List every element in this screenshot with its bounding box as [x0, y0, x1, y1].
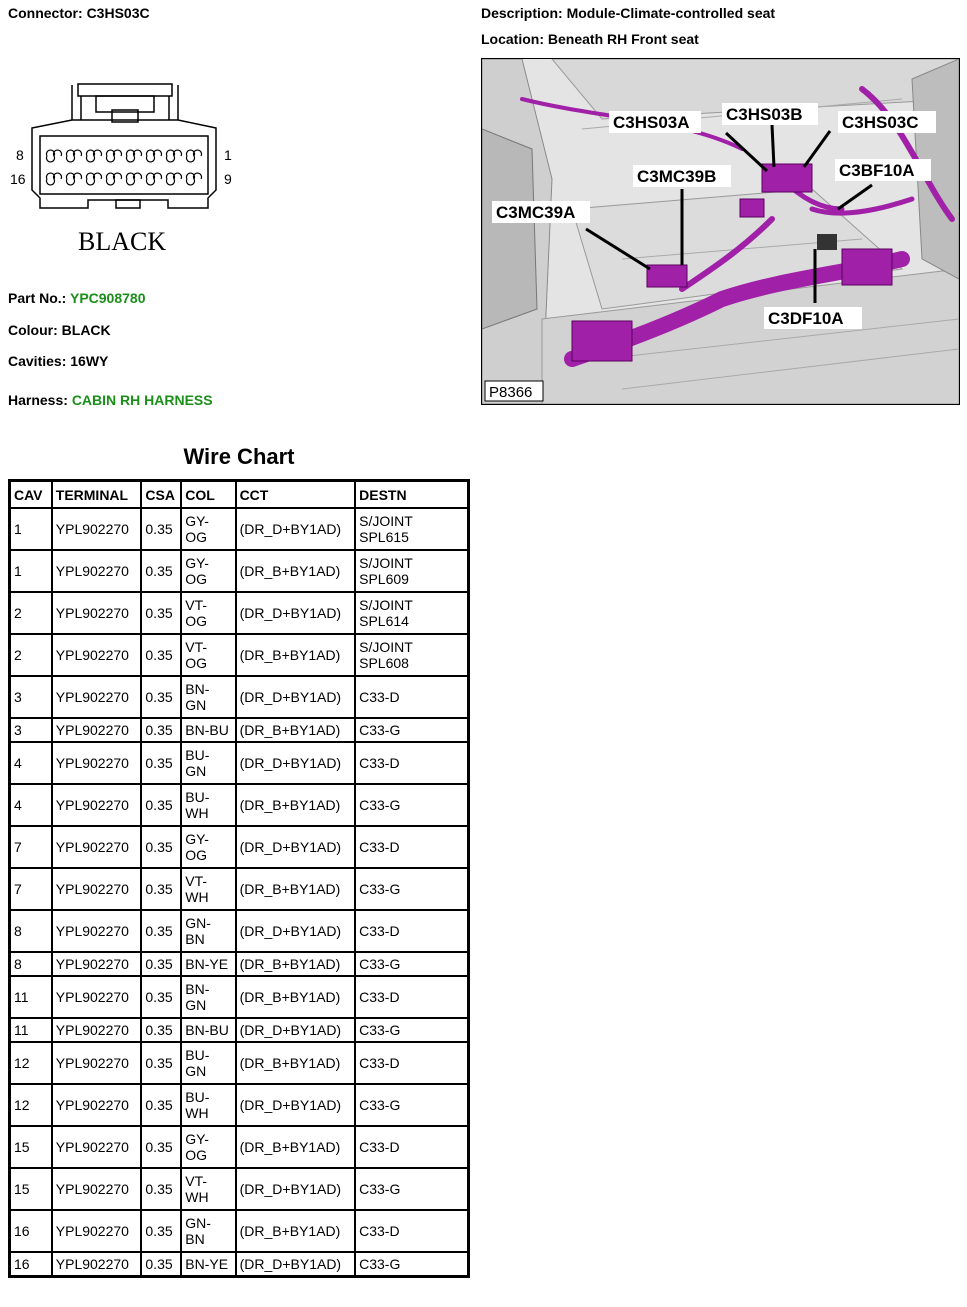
wire-chart-title: Wire Chart [183, 444, 295, 469]
wire-cell: 0.35 [141, 868, 181, 910]
wire-cell: YPL902270 [52, 1210, 142, 1252]
wire-cell: C33-G [355, 1084, 468, 1126]
wire-cell: 8 [10, 952, 52, 976]
wire-cell: YPL902270 [52, 592, 142, 634]
wire-cell: GY- OG [181, 550, 235, 592]
connector-pin [87, 173, 102, 185]
description-label: Description: [481, 5, 563, 21]
wire-row [10, 1084, 468, 1126]
harness-line [8, 392, 213, 408]
wire-cell: (DR_D+BY1AD) [236, 1252, 356, 1276]
wire-cell: 0.35 [141, 1018, 181, 1042]
wire-cell: (DR_B+BY1AD) [236, 952, 356, 976]
wire-cell: (DR_D+BY1AD) [236, 1018, 356, 1042]
wire-cell: 4 [10, 784, 52, 826]
wire-cell: BN- GN [181, 976, 235, 1018]
wire-cell: YPL902270 [52, 634, 142, 676]
wire-cell: 0.35 [141, 784, 181, 826]
wire-cell: 0.35 [141, 718, 181, 742]
wire-cell: (DR_B+BY1AD) [236, 634, 356, 676]
wire-row [10, 1042, 468, 1084]
connector-pin [67, 150, 82, 162]
location-value: Beneath RH Front seat [547, 31, 699, 47]
wire-cell: (DR_B+BY1AD) [236, 1126, 356, 1168]
wire-cell: BU- WH [181, 784, 235, 826]
wire-cell: YPL902270 [52, 742, 142, 784]
wire-cell: (DR_D+BY1AD) [236, 910, 356, 952]
wire-cell: BU- GN [181, 742, 235, 784]
wire-cell: YPL902270 [52, 1018, 142, 1042]
wire-cell: 8 [10, 910, 52, 952]
wire-cell: C33-G [355, 952, 468, 976]
connector-colour-caption: BLACK [78, 227, 167, 256]
wire-cell: GY- OG [181, 508, 235, 550]
location-line [481, 31, 699, 47]
wire-cell: BN- GN [181, 676, 235, 718]
wire-cell: 2 [10, 634, 52, 676]
pin-label-8: 8 [16, 147, 24, 163]
connector-pin [147, 150, 162, 162]
wire-cell: 1 [10, 508, 52, 550]
wire-cell: (DR_B+BY1AD) [236, 976, 356, 1018]
wire-row [10, 634, 468, 676]
callout-c3hs03a: C3HS03A [613, 113, 690, 132]
column-header: CAV [10, 481, 52, 508]
photo-id-label: P8366 [489, 384, 533, 401]
wire-row [10, 784, 468, 826]
wire-cell: YPL902270 [52, 1126, 142, 1168]
wire-cell: VT- WH [181, 868, 235, 910]
column-header: COL [181, 481, 235, 508]
wire-row [10, 742, 468, 784]
wire-cell: C33-D [355, 676, 468, 718]
wire-cell: S/JOINT SPL615 [355, 508, 468, 550]
wire-cell: (DR_B+BY1AD) [236, 1042, 356, 1084]
wire-cell: (DR_B+BY1AD) [236, 718, 356, 742]
wire-cell: 0.35 [141, 952, 181, 976]
wire-cell: S/JOINT SPL614 [355, 592, 468, 634]
wire-cell: (DR_D+BY1AD) [236, 1084, 356, 1126]
wire-cell: BN-BU [181, 1018, 235, 1042]
wire-cell: VT- WH [181, 1168, 235, 1210]
wire-cell: S/JOINT SPL609 [355, 550, 468, 592]
wire-cell: 7 [10, 826, 52, 868]
wire-cell: 4 [10, 742, 52, 784]
wire-row [10, 508, 468, 550]
wire-cell: BN-YE [181, 952, 235, 976]
wire-cell: BU- GN [181, 1042, 235, 1084]
wire-cell: C33-D [355, 1042, 468, 1084]
column-header: DESTN [355, 481, 468, 508]
wire-cell: YPL902270 [52, 718, 142, 742]
connector-pin [67, 173, 82, 185]
colour-value: BLACK [61, 322, 111, 338]
callout-c3df10a: C3DF10A [768, 309, 844, 328]
wire-cell: GY- OG [181, 826, 235, 868]
wire-cell: 12 [10, 1084, 52, 1126]
wire-cell: YPL902270 [52, 1168, 142, 1210]
wire-cell: 0.35 [141, 1168, 181, 1210]
wire-cell: C33-D [355, 742, 468, 784]
cavities-label: Cavities: [8, 353, 67, 369]
connector-pin [47, 173, 62, 185]
description-line [481, 5, 775, 21]
harness-label: Harness: [8, 392, 68, 408]
connector-value: C3HS03C [86, 5, 150, 21]
wire-cell: 16 [10, 1252, 52, 1276]
wire-cell: YPL902270 [52, 1084, 142, 1126]
wire-cell: 12 [10, 1042, 52, 1084]
wire-cell: C33-D [355, 1210, 468, 1252]
connector-pin [127, 150, 142, 162]
wire-cell: GN- BN [181, 910, 235, 952]
wire-cell: C33-G [355, 1018, 468, 1042]
description-value: Module-Climate-controlled seat [566, 5, 776, 21]
wire-row [10, 592, 468, 634]
wire-row [10, 1210, 468, 1252]
wire-cell: (DR_B+BY1AD) [236, 784, 356, 826]
wire-cell: 0.35 [141, 1084, 181, 1126]
wire-cell: 0.35 [141, 742, 181, 784]
connector-pin [87, 150, 102, 162]
wire-cell: C33-G [355, 784, 468, 826]
connector-label: Connector: [8, 5, 83, 21]
wire-cell: YPL902270 [52, 550, 142, 592]
wire-cell: YPL902270 [52, 868, 142, 910]
wire-cell: GY- OG [181, 1126, 235, 1168]
wire-row [10, 718, 468, 742]
wire-cell: 3 [10, 676, 52, 718]
wire-cell: 7 [10, 868, 52, 910]
connector-face-diagram [8, 80, 248, 260]
wire-cell: 16 [10, 1210, 52, 1252]
wire-cell: YPL902270 [52, 952, 142, 976]
colour-label: Colour: [8, 322, 58, 338]
wire-cell: (DR_D+BY1AD) [236, 826, 356, 868]
pin-label-1: 1 [224, 147, 232, 163]
wire-cell: (DR_B+BY1AD) [236, 868, 356, 910]
wire-cell: (DR_B+BY1AD) [236, 1210, 356, 1252]
wire-cell: YPL902270 [52, 784, 142, 826]
wire-cell: BN-BU [181, 718, 235, 742]
cavities-value: 16WY [70, 353, 109, 369]
wire-cell: YPL902270 [52, 1252, 142, 1276]
wire-row [10, 1018, 468, 1042]
cavities-line [8, 353, 108, 369]
location-photo [481, 58, 960, 405]
connector-line [8, 5, 150, 21]
wire-cell: 0.35 [141, 976, 181, 1018]
connector-pin [187, 173, 202, 185]
part-number-line [8, 290, 146, 306]
part-number-link[interactable]: YPC908780 [69, 290, 146, 306]
wire-cell: 0.35 [141, 1042, 181, 1084]
wire-cell: YPL902270 [52, 910, 142, 952]
connector-pin [107, 173, 122, 185]
location-illustration [482, 59, 959, 404]
wire-chart-header-row [10, 481, 468, 508]
wire-cell: 11 [10, 976, 52, 1018]
wire-cell: 1 [10, 550, 52, 592]
wire-cell: 0.35 [141, 676, 181, 718]
wire-row [10, 676, 468, 718]
wire-cell: S/JOINT SPL608 [355, 634, 468, 676]
wire-row [10, 976, 468, 1018]
wire-cell: 0.35 [141, 910, 181, 952]
wire-cell: C33-D [355, 976, 468, 1018]
wire-cell: 0.35 [141, 550, 181, 592]
pin-label-9: 9 [224, 171, 232, 187]
wire-cell: C33-D [355, 826, 468, 868]
callout-c3mc39b: C3MC39B [637, 167, 717, 186]
column-header: TERMINAL [52, 481, 142, 508]
wire-row [10, 1168, 468, 1210]
connector-pin [127, 173, 142, 185]
wire-chart-table [8, 479, 470, 1278]
wire-row [10, 910, 468, 952]
wire-row [10, 1126, 468, 1168]
wire-cell: 0.35 [141, 826, 181, 868]
column-header: CCT [236, 481, 356, 508]
wire-cell: 0.35 [141, 1210, 181, 1252]
wire-row [10, 550, 468, 592]
wire-cell: 2 [10, 592, 52, 634]
wire-cell: BU- WH [181, 1084, 235, 1126]
connector-pin [167, 173, 182, 185]
wire-cell: 11 [10, 1018, 52, 1042]
wire-cell: 15 [10, 1126, 52, 1168]
wire-cell: YPL902270 [52, 976, 142, 1018]
location-label: Location: [481, 31, 544, 47]
wire-cell: (DR_D+BY1AD) [236, 676, 356, 718]
wire-row [10, 952, 468, 976]
callout-c3hs03c: C3HS03C [842, 113, 919, 132]
colour-line [8, 322, 111, 338]
wire-cell: (DR_D+BY1AD) [236, 592, 356, 634]
wire-cell: 15 [10, 1168, 52, 1210]
wire-cell: (DR_D+BY1AD) [236, 742, 356, 784]
wire-cell: C33-D [355, 1126, 468, 1168]
wire-cell: VT- OG [181, 592, 235, 634]
callout-c3bf10a: C3BF10A [839, 161, 915, 180]
connector-pin [147, 173, 162, 185]
wire-cell: C33-G [355, 718, 468, 742]
wire-cell: YPL902270 [52, 826, 142, 868]
callout-c3hs03b: C3HS03B [726, 105, 803, 124]
wire-cell: 0.35 [141, 1126, 181, 1168]
wire-cell: C33-G [355, 1168, 468, 1210]
wire-row [10, 826, 468, 868]
wire-cell: 0.35 [141, 634, 181, 676]
wire-row [10, 868, 468, 910]
wire-cell: C33-D [355, 910, 468, 952]
pin-label-16: 16 [10, 171, 26, 187]
wire-cell: C33-G [355, 868, 468, 910]
wire-cell: (DR_D+BY1AD) [236, 1168, 356, 1210]
wire-cell: 0.35 [141, 1252, 181, 1276]
wire-cell: 0.35 [141, 508, 181, 550]
wire-cell: 3 [10, 718, 52, 742]
wire-cell: YPL902270 [52, 1042, 142, 1084]
part-label: Part No.: [8, 290, 67, 306]
wire-cell: (DR_B+BY1AD) [236, 550, 356, 592]
wire-cell: C33-G [355, 1252, 468, 1276]
wire-cell: 0.35 [141, 592, 181, 634]
wire-cell: YPL902270 [52, 508, 142, 550]
connector-pin [187, 150, 202, 162]
connector-pin [47, 150, 62, 162]
connector-pin [107, 150, 122, 162]
harness-link[interactable]: CABIN RH HARNESS [71, 392, 213, 408]
wire-cell: VT- OG [181, 634, 235, 676]
wire-cell: YPL902270 [52, 676, 142, 718]
callout-c3mc39a: C3MC39A [496, 203, 576, 222]
wire-cell: BN-YE [181, 1252, 235, 1276]
connector-pin [167, 150, 182, 162]
column-header: CSA [141, 481, 181, 508]
wire-cell: GN- BN [181, 1210, 235, 1252]
wire-row [10, 1252, 468, 1276]
wire-cell: (DR_D+BY1AD) [236, 508, 356, 550]
